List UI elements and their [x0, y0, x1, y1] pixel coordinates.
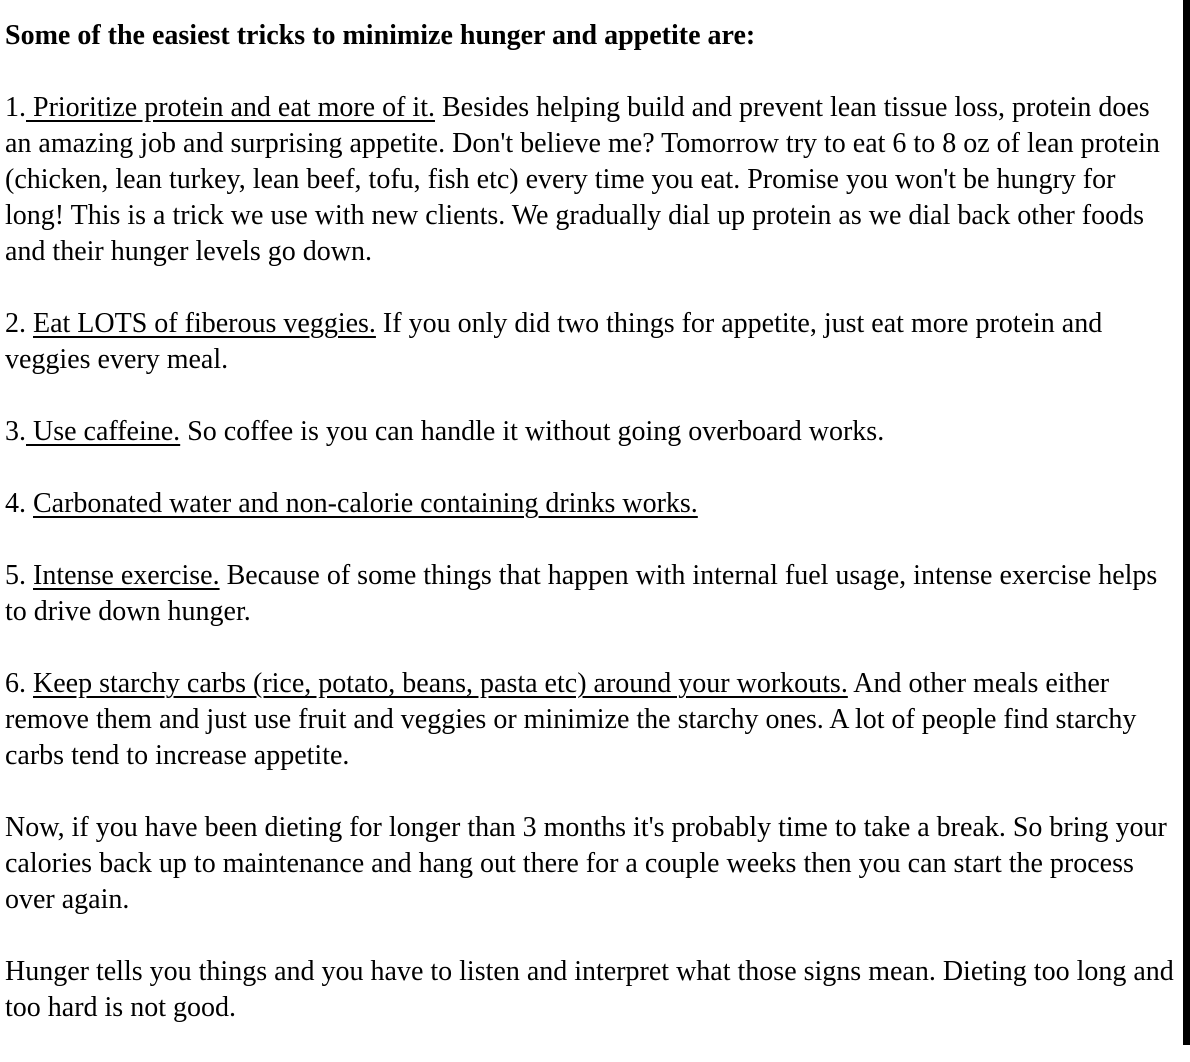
tip-title: Prioritize protein and eat more of it.: [26, 92, 435, 123]
tip-number: 1.: [5, 92, 26, 123]
closing-paragraph-2: Hunger tells you things and you have to listen and interpret what those signs mean. Dieting too long and too hard is not good.: [5, 956, 1174, 1023]
tip-title: Use caffeine.: [26, 416, 181, 447]
tip-title: Carbonated water and non-calorie containing drinks works.: [33, 488, 698, 519]
tip-title: Keep starchy carbs (rice, potato, beans, pasta etc) around your workouts.: [33, 668, 848, 699]
tip-number: 5.: [5, 560, 33, 591]
tip-title: Eat LOTS of fiberous veggies.: [33, 308, 376, 339]
closing-paragraph-1: Now, if you have been dieting for longer than 3 months it's probably time to take a break. So bring your calories back up to maintenance and hang out there for a couple weeks then you can start the process over again.: [5, 812, 1167, 915]
tip-item-4: [5, 486, 1177, 522]
tip-item-2: [5, 306, 1177, 378]
article-body: [5, 18, 1177, 1062]
tip-body: And other meals either remove them and just use fruit and veggies or minimize the starchy ones. A lot of people find starchy carbs tend to increase appetite.: [5, 668, 1137, 771]
tip-item-5: [5, 558, 1177, 630]
tip-body: So coffee is you can handle it without going overboard works.: [180, 416, 885, 447]
tip-title: Intense exercise.: [33, 560, 220, 591]
tip-body: Besides helping build and prevent lean tissue loss, protein does an amazing job and surprising appetite. Don't believe me? Tomorrow try to eat 6 to 8 oz of lean protein (chicken, lean turkey, lean beef, tofu, fish etc) every time you eat. Promise you won't be hungry for long! This is a trick we use with new clients. We gradually dial up protein as we dial back other foods and their hunger levels go down.: [5, 92, 1160, 267]
tip-item-6: [5, 666, 1177, 774]
tip-body: If you only did two things for appetite, just eat more protein and veggies every meal.: [5, 308, 1103, 375]
tip-number: 3.: [5, 416, 26, 447]
article-heading: Some of the easiest tricks to minimize hunger and appetite are:: [5, 20, 756, 51]
tip-body: Because of some things that happen with internal fuel usage, intense exercise helps to drive down hunger.: [5, 560, 1158, 627]
tip-item-1: [5, 90, 1177, 270]
tip-number: 4.: [5, 488, 33, 519]
tip-number: 6.: [5, 668, 33, 699]
tip-number: 2.: [5, 308, 33, 339]
tip-item-3: [5, 414, 1177, 450]
page-edge-rule: [1183, 0, 1190, 1045]
